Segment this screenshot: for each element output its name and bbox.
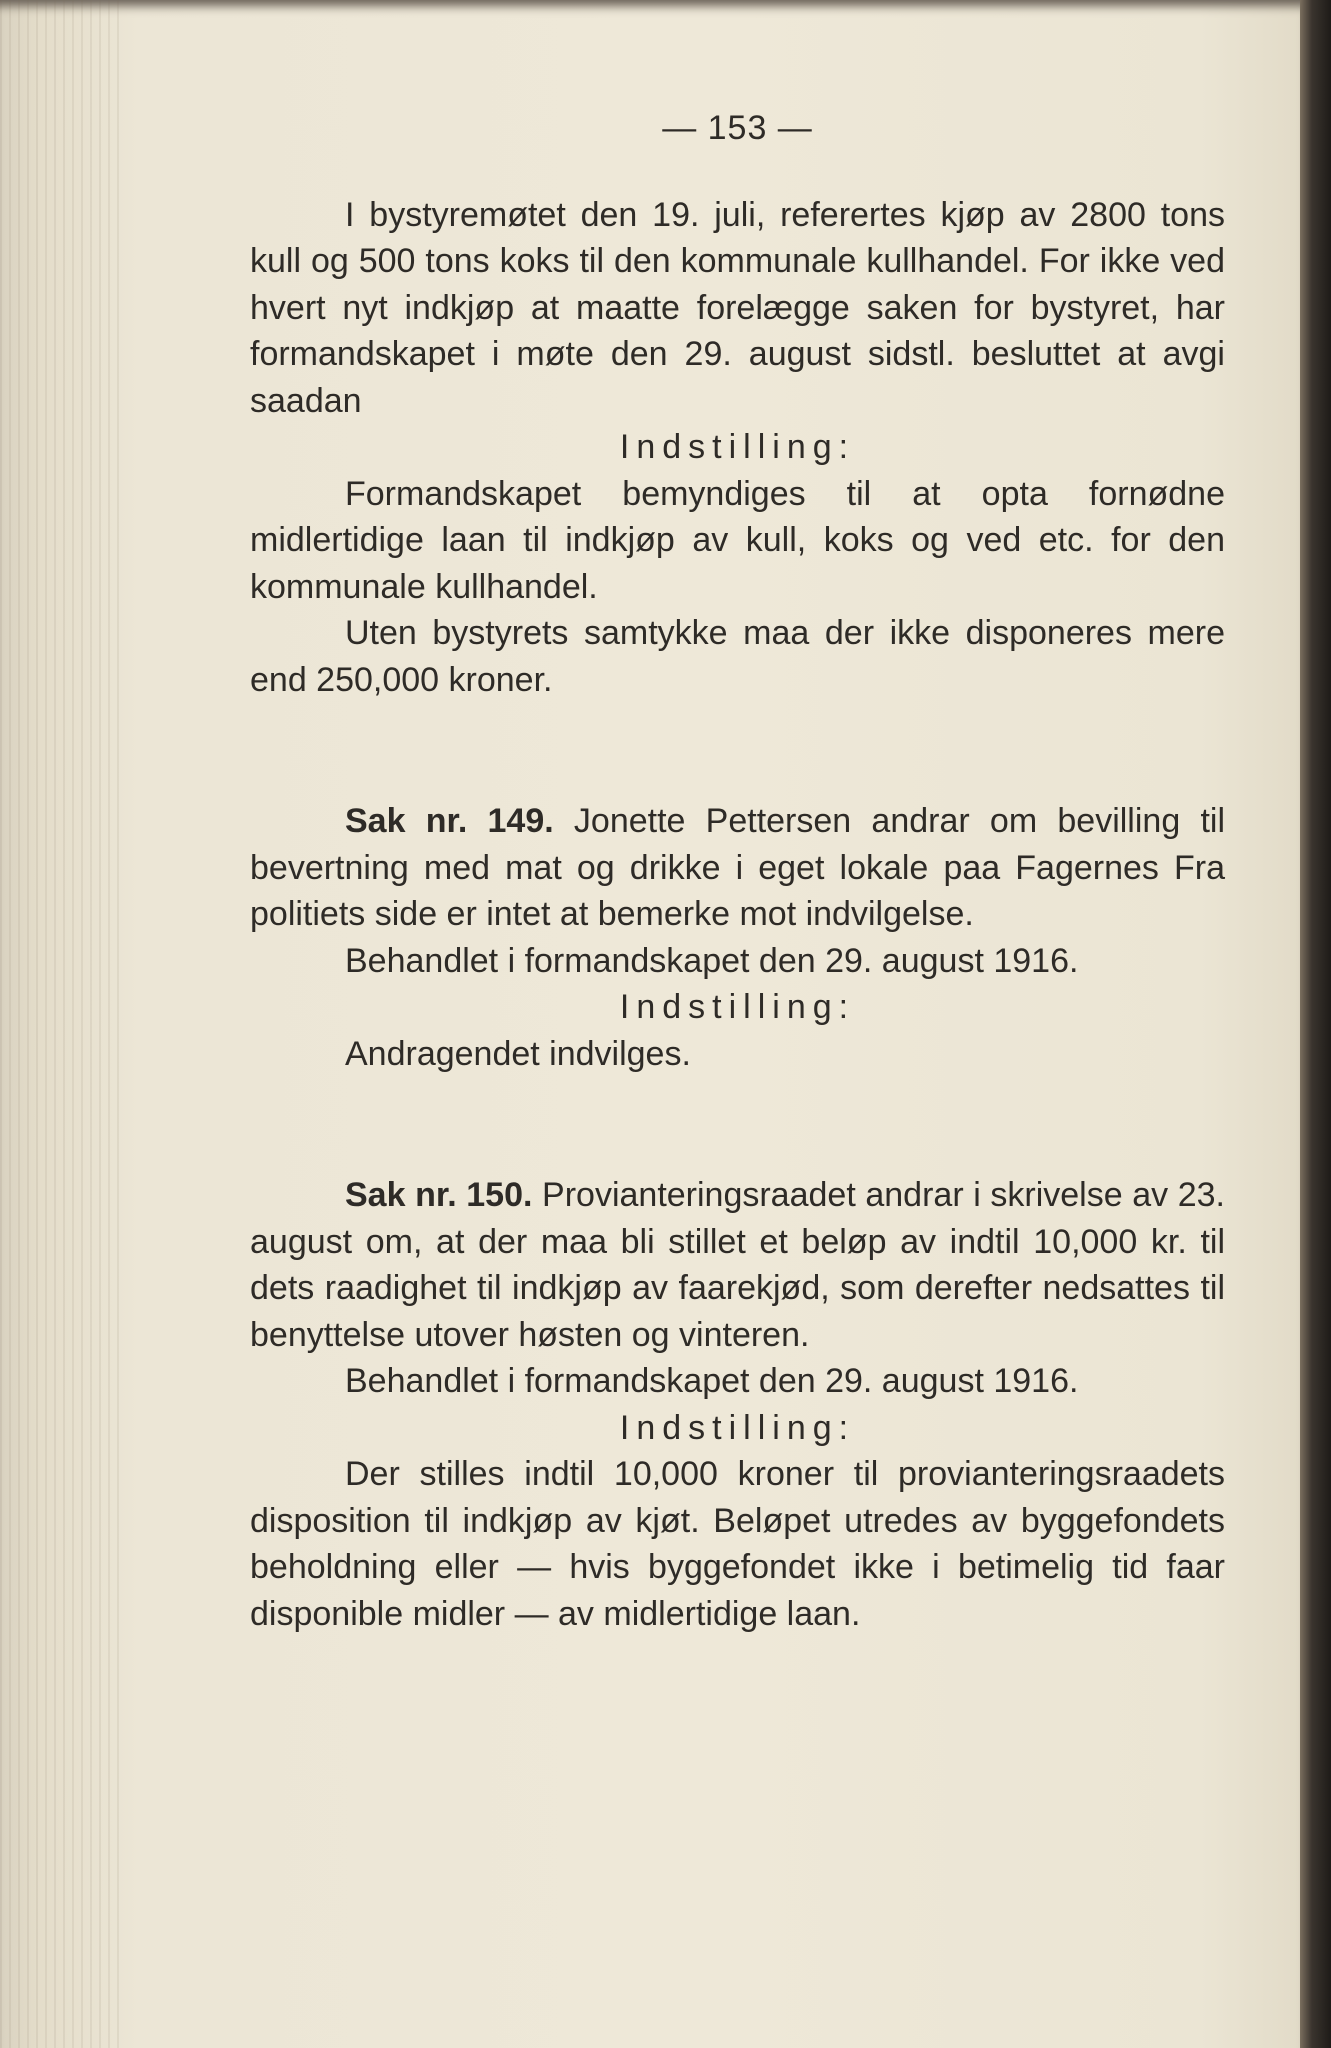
sak-150-recommendation: Der stilles indtil 10,000 kroner til provianteringsraadets disposition til indkjøp av kjøt. Beløpet utredes av byggefondets beholdning eller — hvis byggefondet ikke i betimelig tid faar disponible midler — av midlertidige laan. — [250, 1455, 1225, 1633]
section-gap — [250, 1077, 1225, 1172]
sak-149-text: Jonette Pettersen andrar om bevilling til bevertning med mat og drikke i eget lokale paa Fagernes Fra politiets side er intet at bemerke mot indvilgelse. — [250, 802, 1225, 933]
sak-149-label: Sak nr. 149. — [345, 802, 554, 840]
intro-paragraph: I bystyremøtet den 19. juli, referertes kjøp av 2800 tons kull og 500 tons koks til den kommunale kullhandel. For ikke ved hvert nyt indkjøp at maatte forelægge saken for bystyret, har formandskapet i møte den 29. august sidstl. besluttet at avgi saadan — [250, 195, 1225, 420]
intro-heading: Indstilling: — [619, 428, 856, 466]
sak-149-heading: Indstilling: — [619, 988, 856, 1026]
sak-150-treated: Behandlet i formandskapet den 29. august 1916. — [345, 1362, 1079, 1400]
sak-149-treated: Behandlet i formandskapet den 29. august 1916. — [345, 941, 1079, 980]
book-binding-edge — [1300, 0, 1331, 2048]
sak-150-text: Provianteringsraadet andrar i skrivelse av 23. august om, at der maa bli stillet et beløp av indtil 10,000 kr. til dets raadighet til indkjøp av faarekjød, som derefter nedsattes til benyttelse utover høsten og vinteren. — [250, 1176, 1225, 1354]
section-gap — [250, 703, 1225, 798]
sak-150-paragraph — [250, 1172, 1225, 1358]
page-stack-edge — [0, 0, 120, 2048]
sak-149-recommendation: Andragendet indvilges. — [345, 1034, 691, 1073]
intro-recommendation-2: Uten bystyrets samtykke maa der ikke disponeres mere end 250,000 kroner. — [250, 614, 1225, 699]
page-text-block — [250, 105, 1225, 1637]
sak-150-label: Sak nr. 150. — [345, 1176, 533, 1214]
sak-149-paragraph — [250, 798, 1225, 938]
sak-150-heading: Indstilling: — [619, 1408, 856, 1447]
page-number: — 153 — — [662, 109, 813, 147]
intro-recommendation-1: Formandskapet bemyndiges til at opta fornødne midlertidige laan til indkjøp av kull, koks og ved etc. for den kommunale kullhandel. — [250, 474, 1225, 606]
